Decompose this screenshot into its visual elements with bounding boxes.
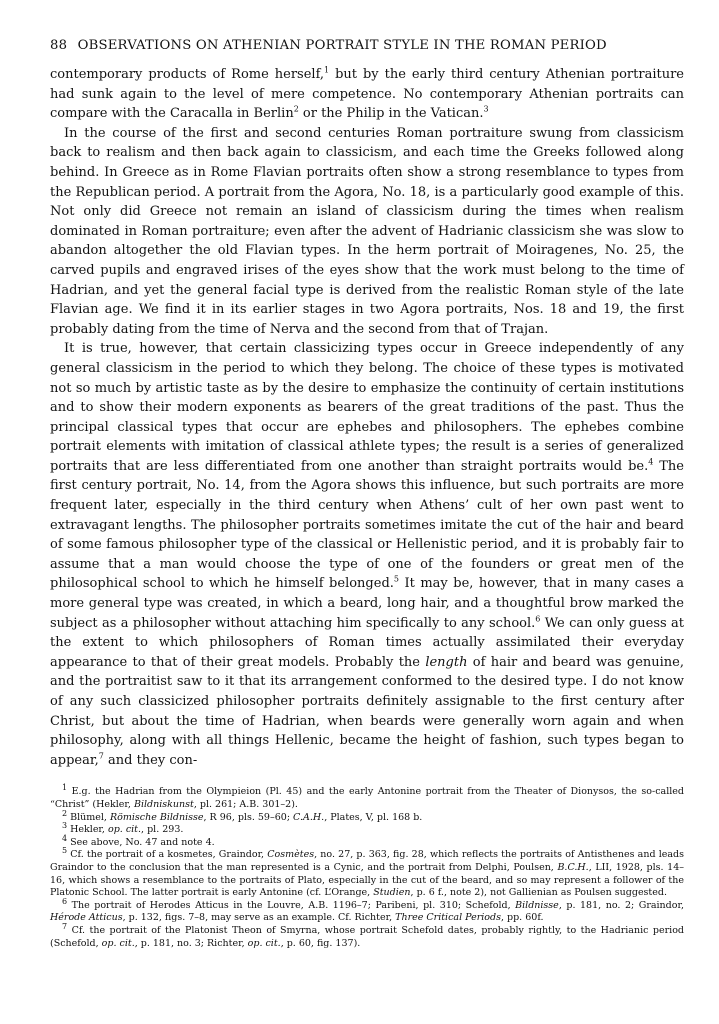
citation-title: op. cit.: [101, 937, 135, 949]
footnote-6: [50, 896, 684, 925]
text-run: The first century portrait, No. 14, from the Agora shows this influence, but such portraits are more frequent later, especially in the third century when Athens’ cult of her own past went to extravagant lengths. The philosopher portraits sometimes imitate the cut of the hair and beard of some famous philosopher type of the classical or Hellenistic period, and it is probably fair to assume that a man would choose the type of one of the founders or great men of the philosophical school to which he himself belonged.: [50, 458, 684, 592]
footnote-ref[interactable]: 3: [483, 104, 489, 114]
text-run: , pl. 261; A.B. 301–2).: [193, 798, 298, 810]
text-run: , p. 60, fig. 137).: [280, 937, 361, 949]
citation-title: Cosmètes: [267, 849, 315, 861]
paragraph-3: [50, 339, 684, 770]
text-run: , p. 6 f., note 2), not Gallienian as Poulsen suggested.: [410, 887, 667, 899]
text-run: , LII, 1928, pls. 14–16, which shows a resemblance to the portraits of Plato, especially in the cut of the beard, and so may represent a follower of the Platonic School. The latter portrait is early Antonine (cf. L’Orange,: [50, 861, 684, 899]
text-run: , R 96, pls. 59–60;: [203, 811, 294, 823]
text-run: , no. 27, p. 363, fig. 28, which reflects the portraits of Antisthenes and leads Graindor to the conclusion that the man represented is a Cynic, and the portrait from Delphi, Poulsen,: [50, 849, 684, 873]
running-header: [50, 38, 684, 53]
emphasis: length: [425, 654, 468, 670]
citation-title: Bildnisse: [515, 899, 559, 911]
text-run: of hair and beard was genuine, and the portraitist saw to it that its arrangement conformed to the desired type. I do not know of any such classicized philosopher portraits definitely assignable to the first century after Christ, but about the time of Hadrian, when beards were generally worn again and when philosophy, along with all things Hellenic, became the height of fashion, such types began to appear,: [50, 654, 684, 768]
text-run: and they con-: [103, 752, 198, 768]
citation-title: Bildniskunst: [133, 798, 194, 810]
page-number: 88: [50, 38, 68, 53]
footnote-ref[interactable]: 2: [293, 104, 299, 114]
paragraph-2: In the course of the first and second centuries Roman portraiture swung from classicism back to realism and then back again to classicism, and each time the Greeks followed along behind. In Greece as in Rome Flavian portraits often show a strong resemblance to types from the Republican period. A portrait from the Agora, No. 18, is a particularly good example of this. Not only did Greece not remain an island of classicism during the times when realism dominated in Roman portraiture; even after the advent of Hadrianic classicism she was slow to abandon altogether the old Flavian types. In the herm portrait of Moiragenes, No. 25, the carved pupils and engraved irises of the eyes show that the work must belong to the time of Hadrian, and yet the general facial type is derived from the realistic Roman style of the late Flavian age. We find it in its earlier stages in two Agora portraits, Nos. 18 and 19, the first probably dating from the time of Nerva and the second from that of Trajan.: [50, 125, 684, 337]
footnote-number: 6: [62, 896, 68, 906]
paragraph-1: [50, 65, 684, 124]
citation-title: Three Critical Periods: [395, 912, 501, 924]
footnote-number: 4: [62, 833, 68, 843]
footnote-3: [50, 821, 684, 837]
footnote-number: 5: [62, 846, 68, 856]
footnote-number: 1: [62, 783, 68, 793]
footnote-5: [50, 846, 684, 899]
footnotes: [50, 783, 684, 950]
footnote-number: 7: [62, 921, 68, 931]
text-run: Blümel,: [67, 811, 110, 823]
citation-title: op. cit.: [247, 937, 281, 949]
citation-title: C.A.H.: [293, 811, 325, 823]
footnote-ref[interactable]: 7: [98, 751, 104, 761]
text-run: Cf. the portrait of a kosmetes, Graindor,: [67, 849, 268, 861]
text-run: contemporary products of Rome herself,: [50, 67, 325, 82]
footnote-ref[interactable]: 5: [393, 575, 399, 585]
text-run: , pl. 293.: [141, 824, 184, 836]
text-run: The portrait of Herodes Atticus in the Louvre, A.B. 1196–7; Paribeni, pl. 310; Schefold,: [67, 899, 516, 911]
running-title: OBSERVATIONS ON ATHENIAN PORTRAIT STYLE IN THE ROMAN PERIOD: [77, 38, 607, 53]
text-run: , p. 181, no. 2; Graindor,: [558, 899, 684, 911]
footnote-number: 3: [62, 821, 68, 830]
text-run: Hekler,: [67, 824, 108, 836]
text-run: It is true, however, that certain classicizing types occur in Greece independently of any general classicism in the period to which they belong. The choice of these types is motivated not so much by artistic taste as by the desire to emphasize the continuity of certain institutions and to show their modern exponents as bearers of the great traditions of the past. Thus the principal classical types that occur are ephebes and philosophers. The ephebes combine portrait elements with imitation of classical athlete types; the result is a series of generalized portraits that are less differentiated from one another than straight portraits would be.: [50, 341, 684, 474]
text-run: It may be, however, that in many cases a more general type was created, in which a beard, long hair, and a thoughtful brow marked the subject as a philosopher without attaching him specifically to any school.: [50, 576, 685, 631]
text-run: See above, No. 47 and note 4.: [67, 836, 215, 848]
footnote-1: [50, 783, 684, 811]
text-run: E.g. the Hadrian from the Olympieion (Pl. 45) and the early Antonine portrait from the Theater of Dionysos, the so-called “Christ” (Hekler,: [50, 786, 684, 810]
text-run: , Plates, V, pl. 168 b.: [324, 811, 423, 823]
footnote-ref[interactable]: 6: [535, 614, 541, 624]
footnote-2: [50, 808, 684, 825]
footnote-4: [50, 833, 684, 850]
footnote-ref[interactable]: 1: [324, 65, 330, 75]
text-run: but by the early third century Athenian portraiture had sunk again to the level of mere competence. No contemporary Athenian portraits can compare with the Caracalla in Berlin: [50, 67, 684, 122]
citation-title: Hérode Atticus: [50, 912, 123, 924]
citation-title: op. cit.: [107, 824, 142, 836]
text-run: , pp. 60f.: [500, 912, 544, 924]
footnote-7: [50, 921, 684, 950]
text-run: Cf. the portrait of the Platonist Theon of Smyrna, whose portrait Schefold dates, probably rightly, to the Hadrianic period (Schefold,: [50, 924, 684, 949]
text-run: We can only guess at the extent to which philosophers of Roman times actually assimilated their everyday appearance to that of their great models. Probably the: [50, 615, 684, 670]
page: [50, 38, 684, 950]
main-text: [50, 65, 684, 770]
footnote-ref[interactable]: 4: [648, 457, 654, 467]
text-run: , p. 132, figs. 7–8, may serve as an example. Cf. Richter,: [122, 912, 396, 924]
citation-title: B.C.H.: [557, 861, 589, 873]
citation-title: Studien: [373, 887, 411, 899]
footnote-number: 2: [62, 808, 68, 818]
text-run: , p. 181, no. 3; Richter,: [134, 937, 248, 949]
text-run: or the Philip in the Vatican.: [298, 106, 484, 122]
citation-title: Römische Bildnisse: [109, 811, 204, 823]
